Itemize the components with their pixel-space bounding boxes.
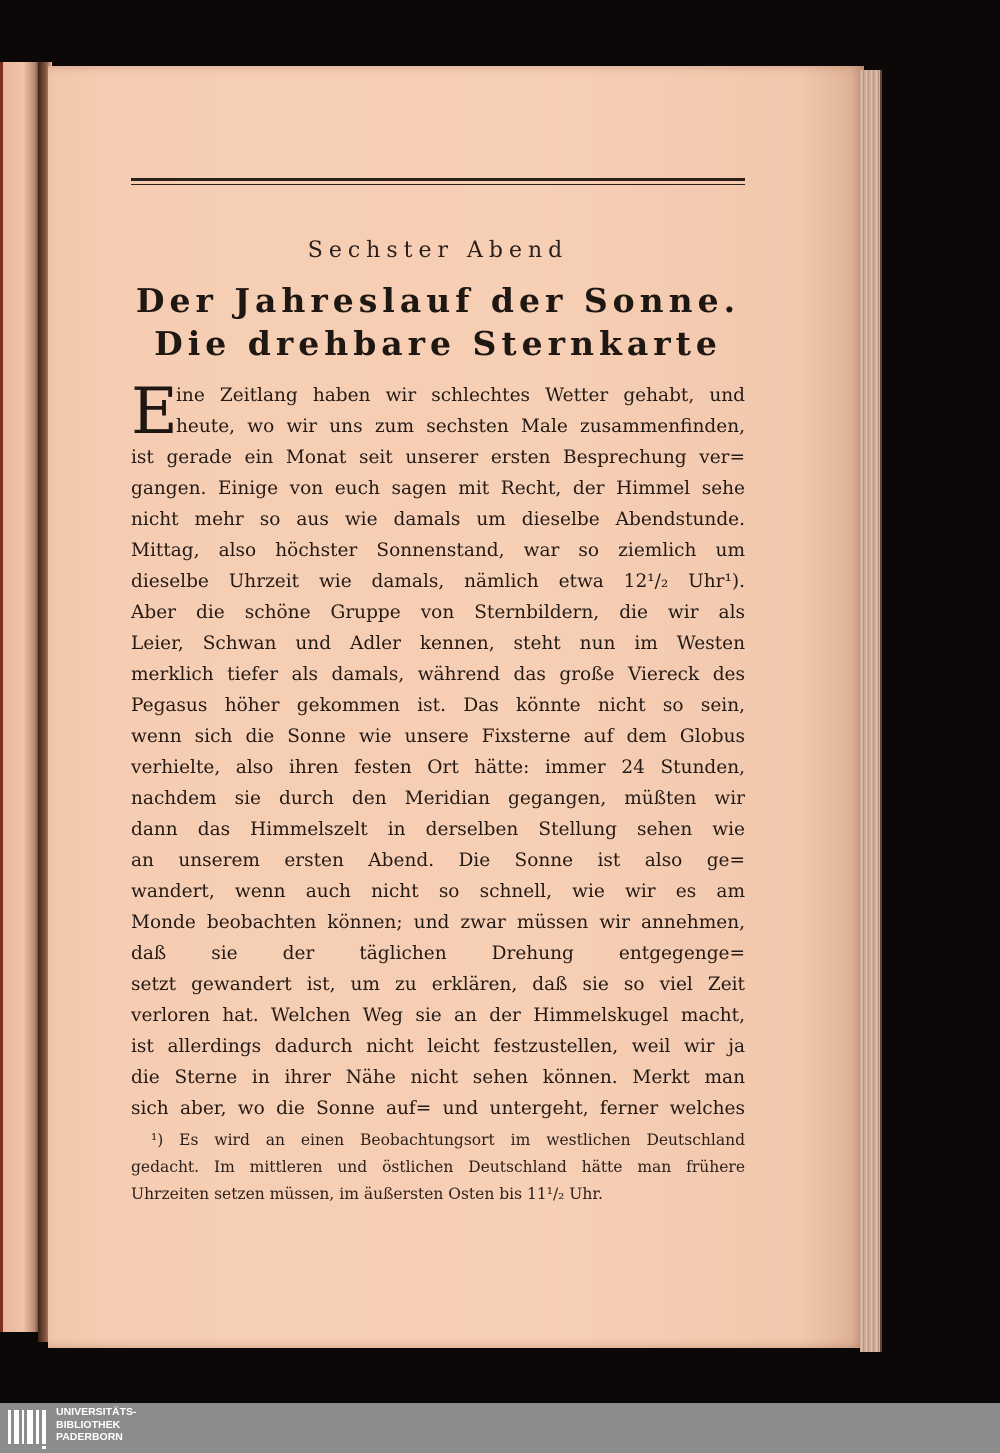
footnote-line: gedacht. Im mittleren und östlichen Deutschland hätte man frühere bbox=[131, 1158, 745, 1176]
body-line: Leier, Schwan und Adler kennen, steht nun im Westen bbox=[131, 633, 745, 654]
body-line: merklich tiefer als damals, während das große Viereck des bbox=[131, 664, 745, 685]
body-line: verhielte, also ihren festen Ort hätte: immer 24 Stunden, bbox=[131, 757, 745, 778]
body-line: sich aber, wo die Sonne auf= und untergeht, ferner welches bbox=[131, 1098, 745, 1119]
body-line: dieselbe Uhrzeit wie damals, nämlich etwa 12¹/₂ Uhr¹). bbox=[131, 571, 745, 592]
body-line: ine Zeitlang haben wir schlechtes Wetter gehabt, und bbox=[176, 385, 745, 406]
body-line: die Sterne in ihrer Nähe nicht sehen können. Merkt man bbox=[131, 1067, 745, 1088]
body-line: daß sie der täglichen Drehung entgegenge= bbox=[131, 943, 745, 964]
chapter-heading: Sechster Abend bbox=[307, 238, 569, 263]
body-line: heute, wo wir uns zum sechsten Male zusammenfinden, bbox=[176, 416, 745, 437]
body-line: Pegasus höher gekommen ist. Das könnte nicht so sein, bbox=[131, 695, 745, 716]
body-line: wandert, wenn auch nicht so schnell, wie wir es am bbox=[131, 881, 745, 902]
header-rule-thin bbox=[131, 184, 745, 185]
library-name bbox=[56, 1406, 256, 1444]
library-name-line: UNIVERSITÄTS- bbox=[56, 1406, 137, 1418]
footnote-line: Uhrzeiten setzen müssen, im äußersten Osten bis 11¹/₂ Uhr. bbox=[131, 1185, 603, 1203]
body-line: dann das Himmelszelt in derselben Stellung sehen wie bbox=[131, 819, 745, 840]
library-bars-icon bbox=[6, 1406, 50, 1450]
library-name-line: PADERBORN bbox=[56, 1431, 123, 1443]
body-line: nicht mehr so aus wie damals um dieselbe Abendstunde. bbox=[131, 509, 745, 530]
body-line: nachdem sie durch den Meridian gegangen, müßten wir bbox=[131, 788, 745, 809]
drop-cap: E bbox=[131, 375, 178, 449]
page-stack-edges bbox=[860, 70, 882, 1352]
body-line: verloren hat. Welchen Weg sie an der Himmelskugel macht, bbox=[131, 1005, 745, 1026]
body-line: ist gerade ein Monat seit unserer ersten Besprechung ver= bbox=[131, 447, 745, 468]
body-line: an unserem ersten Abend. Die Sonne ist also ge= bbox=[131, 850, 745, 871]
body-line: ist allerdings dadurch nicht leicht festzustellen, weil wir ja bbox=[131, 1036, 745, 1057]
body-text bbox=[131, 375, 745, 1124]
body-line: Mittag, also höchster Sonnenstand, war so ziemlich um bbox=[131, 540, 745, 561]
footnote-line: ¹) Es wird an einen Beobachtungsort im westlichen Deutschland bbox=[151, 1131, 745, 1149]
previous-page-edge bbox=[0, 62, 40, 1332]
body-line: Monde beobachten können; und zwar müssen wir annehmen, bbox=[131, 912, 745, 933]
footnotes bbox=[131, 1127, 745, 1208]
body-line: Aber die schöne Gruppe von Sternbildern, die wir als bbox=[131, 602, 745, 623]
header-rule bbox=[131, 178, 745, 181]
body-line: wenn sich die Sonne wie unsere Fixsterne auf dem Globus bbox=[131, 726, 745, 747]
body-line: setzt gewandert ist, um zu erklären, daß sie so viel Zeit bbox=[131, 974, 745, 995]
library-name-line: BIBLIOTHEK bbox=[56, 1418, 121, 1431]
chapter-title-line-1: Der Jahreslauf der Sonne. bbox=[135, 281, 741, 320]
body-line: gangen. Einige von euch sagen mit Recht, der Himmel sehe bbox=[131, 478, 745, 499]
chapter-title-line-2: Die drehbare Sternkarte bbox=[154, 324, 722, 363]
